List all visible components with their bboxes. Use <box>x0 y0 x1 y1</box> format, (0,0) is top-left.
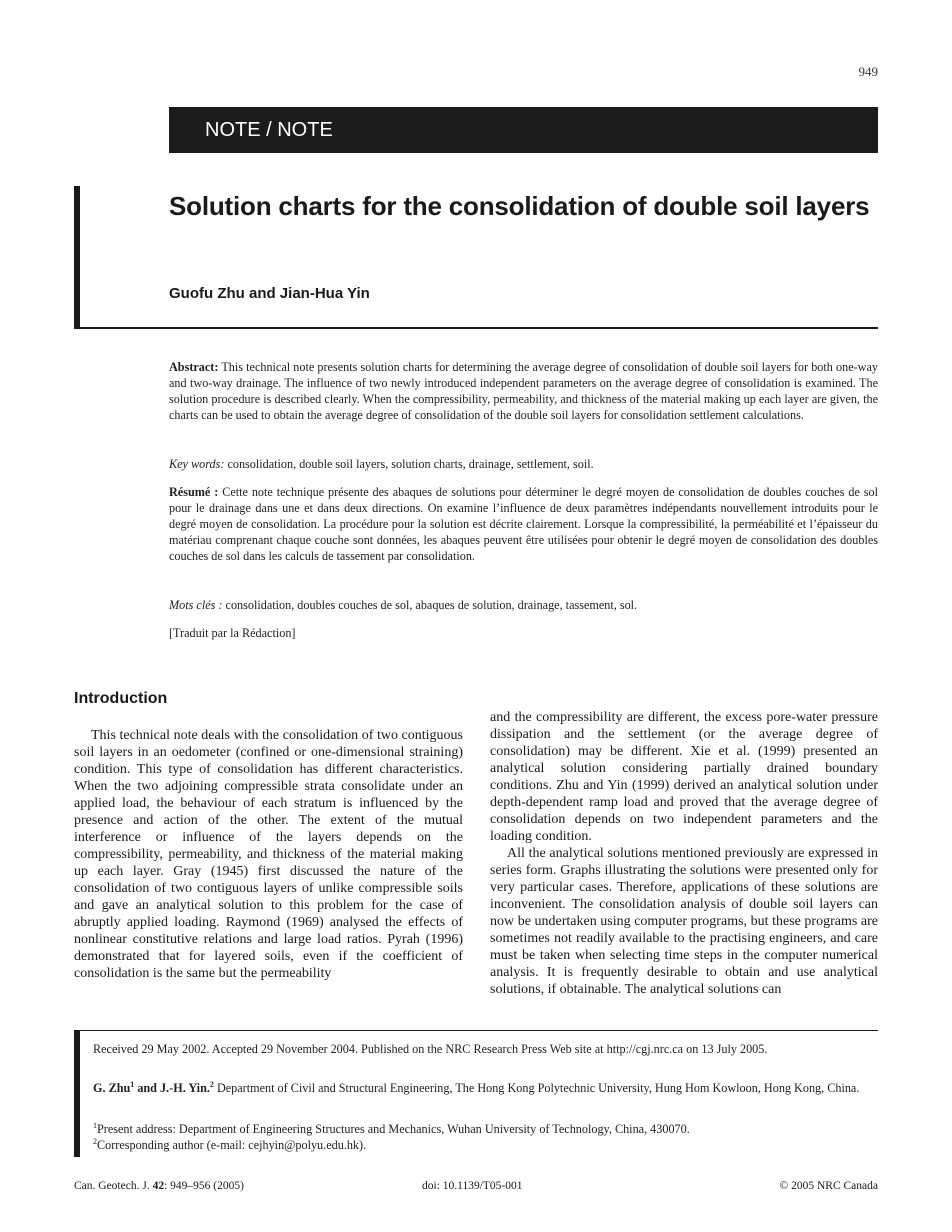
present-text: Present address: Department of Engineering Structures and Mechanics, Wuhan University of Technology, China, 430070. <box>97 1122 690 1136</box>
footnote-rule <box>80 1030 878 1031</box>
page-number: 949 <box>858 64 878 79</box>
title-rule <box>74 327 878 329</box>
corr-sup: 2 <box>93 1136 97 1146</box>
right-column <box>490 709 878 998</box>
affil-text: Department of Civil and Structural Engineering, The Hong Kong Polytechnic University, Hung Hom Kowloon, Hong Kong, China. <box>216 1081 860 1095</box>
journal-suffix: : 949–956 (2005) <box>164 1180 244 1192</box>
footer-doi: doi: 10.1139/T05-001 <box>422 1180 523 1192</box>
resume-label: Résumé : <box>169 485 219 499</box>
translation-note: [Traduit par la Rédaction] <box>169 626 296 640</box>
keywords <box>169 456 878 472</box>
footnote-side-bar <box>74 1030 80 1157</box>
affil-sup-2: 2 <box>209 1079 214 1089</box>
affil-sup-1: 1 <box>130 1079 135 1089</box>
intro-paragraph-continued: and the compressibility are different, the excess pore-water pressure dissipation and the settlement (or the average degree of consolidation) may be different. Xie et al. (1999) presented an analytical solution considering partially drained boundary conditions. Zhu and Yin (1999) derived an analytical solution under depth-dependent ramp load and proved that the average degree of consolidation depends on two independent parameters and the loading condition. <box>490 710 878 844</box>
resume <box>169 484 878 564</box>
footnote-corresponding-author <box>93 1138 873 1154</box>
intro-paragraph-2: All the analytical solutions mentioned previously are expressed in series form. Graphs illustrating the solutions were presented only for very particular cases. Therefore, applications of these solutions are inconvenient. The consolidation analysis of double soil layers can now be undertaken using computer programs, but these programs are sometimes not readily available to the practising engineers, and care must be taken when selecting time steps in the computer numerical analysis. It is frequently desirable to obtain and use analytical solutions, if obtainable. The analytical solutions can <box>490 846 878 997</box>
abstract-label: Abstract: <box>169 360 219 374</box>
footer-journal <box>74 1180 244 1192</box>
footer-copyright: © 2005 NRC Canada <box>779 1180 878 1192</box>
journal-volume: 42 <box>152 1180 165 1192</box>
mots-cles-label: Mots clés : <box>169 598 223 612</box>
left-column <box>74 727 463 982</box>
footnote-present-address <box>93 1122 873 1138</box>
intro-paragraph-1: This technical note deals with the consolidation of two contiguous soil layers in an oedometer (confined or one-dimensional straining) condition. This type of consolidation has different characteristics. When the two adjoining compressible strata consolidate under an applied load, the behaviour of each stratum is influenced by the presence and action of the other. The extent of the mutual interference or influence of the layers depends on the compressibility, permeability, and thickness of the material making up each layer. Gray (1945) first discussed the nature of the consolidation of two contiguous layers of unlike compressible soils and gave an analytical solution to this problem for the case of abruptly applied loading. Raymond (1969) analysed the effects of nonlinear constitutive relations and large load ratios. Pyrah (1996) demonstrated that for layered soils, even if the coefficient of consolidation is the same but the permeability <box>74 728 463 981</box>
journal-prefix: Can. Geotech. J. <box>74 1180 150 1192</box>
affil-name-zhu: G. Zhu <box>93 1081 131 1095</box>
abstract <box>169 359 878 423</box>
mots-cles-text: consolidation, doubles couches de sol, abaques de solution, drainage, tassement, sol. <box>225 598 638 612</box>
note-banner: NOTE / NOTE <box>169 107 878 153</box>
footnote-received: Received 29 May 2002. Accepted 29 November 2004. Published on the NRC Research Press Web site at http://cgj.nrc.ca on 13 July 2005. <box>93 1042 768 1056</box>
paper-title: Solution charts for the consolidation of double soil layers <box>169 191 870 221</box>
present-sup: 1 <box>93 1120 97 1130</box>
authors: Guofu Zhu and Jian-Hua Yin <box>169 285 370 302</box>
introduction-heading: Introduction <box>74 690 168 707</box>
keywords-text: consolidation, double soil layers, solution charts, drainage, settlement, soil. <box>227 457 594 471</box>
keywords-label: Key words: <box>169 457 225 471</box>
title-side-bar <box>74 186 80 328</box>
abstract-text: This technical note presents solution charts for determining the average degree of consolidation of double soil layers for both one-way and two-way drainage. The influence of two newly introduced independent parameters on the average degree of consolidation is examined. The solution procedure is described clearly. When the compressibility, permeability, and thickness of the material making up each layer are given, the charts can be used to obtain the average degree of consolidation of the double soil layers for consolidation settlement calculations. <box>169 360 878 423</box>
footnote-affiliation <box>93 1081 873 1097</box>
affil-name-yin: and J.-H. Yin. <box>137 1081 210 1095</box>
corr-text: Corresponding author (e-mail: cejhyin@polyu.edu.hk). <box>97 1138 367 1152</box>
resume-text: Cette note technique présente des abaques de solutions pour déterminer le degré moyen de consolidation de doubles couches de sol pour le drainage dans une et dans deux directions. On examine l’influence de deux paramètres indépendants nouvellement introduits pour le degré moyen de consolidation. La procédure pour la solution est décrite clairement. Lorsque la compressibilité, la perméabilité et l’épaisseur du matériau comprenant chaque couche sont données, les abaques peuvent être utilisées pour obtenir le degré moyen de consolidation des doubles couches de sol dans les calculs de tassement par consolidation. <box>169 485 879 564</box>
mots-cles <box>169 597 878 613</box>
